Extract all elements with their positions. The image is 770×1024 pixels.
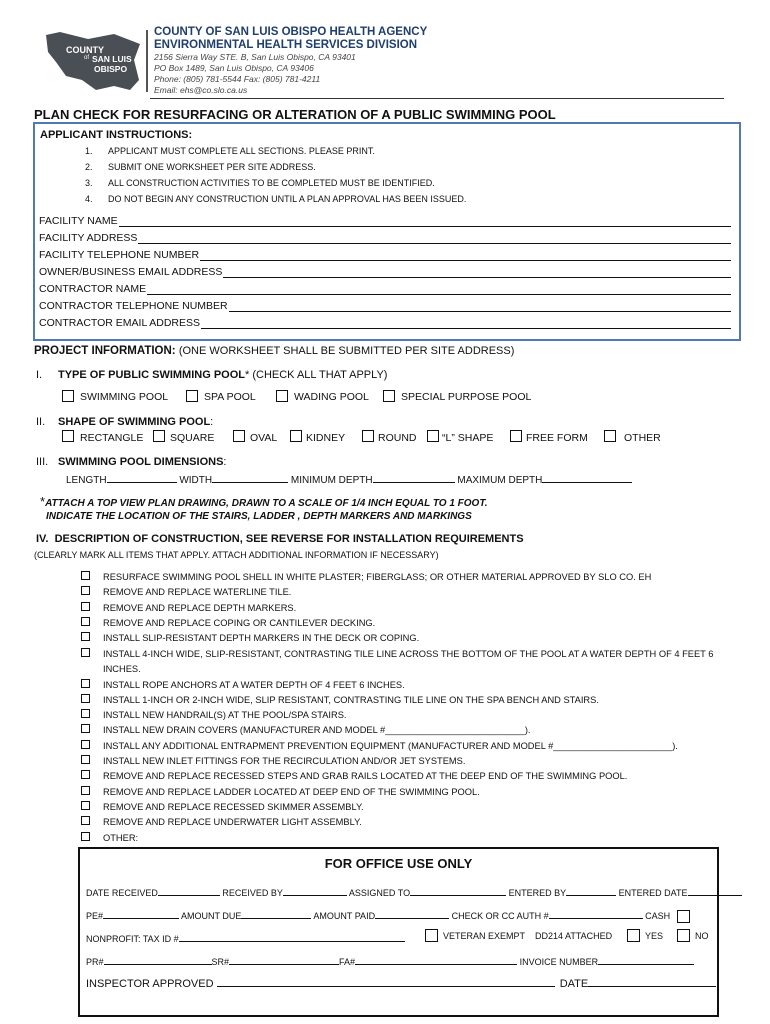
shape-label: ROUND xyxy=(378,432,417,444)
shape-label: FREE FORM xyxy=(526,432,588,444)
fa-label: FA# xyxy=(339,957,356,967)
project-heading xyxy=(34,345,514,357)
construction-item-checkbox[interactable] xyxy=(81,602,90,611)
header-divider xyxy=(146,30,148,92)
applicant-field-input[interactable] xyxy=(223,267,731,278)
shape-checkbox[interactable] xyxy=(153,430,165,442)
pe-field[interactable] xyxy=(103,908,179,919)
assigned-to-label: ASSIGNED TO xyxy=(348,888,411,898)
division-name: ENVIRONMENTAL HEALTH SERVICES DIVISION xyxy=(154,39,418,51)
applicant-instructions-heading: APPLICANT INSTRUCTIONS: xyxy=(40,129,193,141)
amount-due-label: AMOUNT DUE xyxy=(181,911,242,921)
construction-item-label: REMOVE AND REPLACE WATERLINE TILE. xyxy=(103,587,292,598)
applicant-field-label: CONTRACTOR EMAIL ADDRESS xyxy=(39,317,201,329)
construction-item-label: REMOVE AND REPLACE RECESSED SKIMMER ASSEMBLY. xyxy=(103,801,364,812)
applicant-field-label: FACILITY TELEPHONE NUMBER xyxy=(39,249,200,261)
applicant-field-row xyxy=(39,247,731,261)
amount-due-field[interactable] xyxy=(241,908,311,919)
construction-item-label: INSTALL 1-INCH OR 2-INCH WIDE, SLIP RESISTANT, CONTRASTING TILE LINE ON THE SPA BENCH AND STAIRS. xyxy=(103,694,599,705)
pool-type-label: WADING POOL xyxy=(294,391,369,403)
construction-item-checkbox[interactable] xyxy=(81,709,90,718)
dimensions-row xyxy=(66,472,632,486)
section-1-heading xyxy=(58,369,387,381)
construction-item-checkbox[interactable] xyxy=(81,832,90,841)
veteran-exempt-label: VETERAN EXEMPT xyxy=(443,931,526,941)
assigned-to-field[interactable] xyxy=(410,885,506,896)
section-3-label: SWIMMING POOL DIMENSIONS xyxy=(58,456,224,468)
pool-type-checkbox[interactable] xyxy=(186,390,198,402)
section-4-label: DESCRIPTION OF CONSTRUCTION, SEE REVERSE FOR INSTALLATION REQUIREMENTS xyxy=(54,533,524,545)
received-by-field[interactable] xyxy=(283,885,347,896)
width-label: WIDTH xyxy=(179,475,213,486)
shape-checkbox[interactable] xyxy=(233,430,245,442)
construction-item-checkbox[interactable] xyxy=(81,755,90,764)
section-1-number: I. xyxy=(36,369,43,381)
construction-item-label: REMOVE AND REPLACE LADDER LOCATED AT DEEP END OF THE SWIMMING POOL. xyxy=(103,786,480,797)
pool-type-checkbox[interactable] xyxy=(62,390,74,402)
section-4-heading xyxy=(36,533,524,545)
nonprofit-label: NONPROFIT: TAX ID # xyxy=(86,934,179,944)
width-field[interactable] xyxy=(212,472,288,483)
dd214-yes-label: YES xyxy=(645,931,664,941)
entered-by-label: ENTERED BY xyxy=(508,888,567,898)
shape-checkbox[interactable] xyxy=(362,430,374,442)
construction-item-checkbox[interactable] xyxy=(81,632,90,641)
amount-paid-field[interactable] xyxy=(375,908,449,919)
indicate-note: INDICATE THE LOCATION OF THE STAIRS, LADDER , DEPTH MARKERS AND MARKINGS xyxy=(46,511,472,522)
instruction-number: 4. xyxy=(85,194,93,204)
logo-text-of: of xyxy=(84,55,90,61)
attach-text: ATTACH A TOP VIEW PLAN DRAWING, DRAWN TO A SCALE OF 1/4 INCH EQUAL TO 1 FOOT. xyxy=(45,498,488,509)
construction-item-checkbox[interactable] xyxy=(81,571,90,580)
page-title: PLAN CHECK FOR RESURFACING OR ALTERATION OF A PUBLIC SWIMMING POOL xyxy=(34,107,556,122)
applicant-field-row xyxy=(39,298,731,312)
agency-name: COUNTY OF SAN LUIS OBISPO HEALTH AGENCY xyxy=(154,26,428,38)
section-4-number: IV. xyxy=(36,533,49,545)
project-heading-label: PROJECT INFORMATION: xyxy=(34,345,176,357)
office-row-4 xyxy=(86,954,694,967)
section-3-number: III. xyxy=(36,456,49,468)
header-rule xyxy=(150,98,724,99)
shape-checkbox[interactable] xyxy=(290,430,302,442)
applicant-field-row xyxy=(39,230,731,244)
office-row-5 xyxy=(86,976,716,990)
length-label: LENGTH xyxy=(66,475,107,486)
applicant-field-input[interactable] xyxy=(200,250,731,261)
applicant-field-label: FACILITY NAME xyxy=(39,215,118,227)
phone-fax: Phone: (805) 781-5544 Fax: (805) 781-4211 xyxy=(154,74,321,84)
instruction-text: SUBMIT ONE WORKSHEET PER SITE ADDRESS. xyxy=(108,162,316,172)
construction-item-label: REMOVE AND REPLACE DEPTH MARKERS. xyxy=(103,602,297,613)
entered-date-label: ENTERED DATE xyxy=(618,888,688,898)
dd214-no-checkbox[interactable] xyxy=(677,929,690,942)
section-3-colon: : xyxy=(223,456,227,468)
shape-label: OVAL xyxy=(250,432,278,444)
shape-label: RECTANGLE xyxy=(80,432,144,444)
section-2-number: II. xyxy=(36,416,46,428)
inspector-approved-label: INSPECTOR APPROVED xyxy=(86,978,214,990)
applicant-field-row xyxy=(39,213,731,227)
project-heading-note: (ONE WORKSHEET SHALL BE SUBMITTED PER SITE ADDRESS) xyxy=(178,345,515,357)
attach-note xyxy=(40,494,487,509)
shape-label: SQUARE xyxy=(170,432,215,444)
min-depth-field[interactable] xyxy=(373,472,455,483)
construction-item-checkbox[interactable] xyxy=(81,724,90,733)
sr-field[interactable] xyxy=(229,954,339,965)
office-row-1 xyxy=(86,885,742,898)
instruction-text: APPLICANT MUST COMPLETE ALL SECTIONS. PLEASE PRINT. xyxy=(108,146,375,156)
construction-item-label: INSTALL NEW DRAIN COVERS (MANUFACTURER AND MODEL #___________________________). xyxy=(103,725,531,736)
nonprofit-field[interactable] xyxy=(179,931,405,942)
shape-label: OTHER xyxy=(624,432,661,444)
construction-item-label: REMOVE AND REPLACE UNDERWATER LIGHT ASSEMBLY. xyxy=(103,817,362,828)
construction-item-checkbox[interactable] xyxy=(81,740,90,749)
invoice-field[interactable] xyxy=(598,954,694,965)
instruction-number: 2. xyxy=(85,162,93,172)
applicant-field-input[interactable] xyxy=(229,301,731,312)
applicant-field-input[interactable] xyxy=(147,284,731,295)
entered-date-field[interactable] xyxy=(688,885,742,896)
pool-type-label: SPA POOL xyxy=(204,391,256,403)
construction-item-checkbox[interactable] xyxy=(81,679,90,688)
shape-label: “L” SHAPE xyxy=(442,432,494,444)
office-row-3 xyxy=(86,931,405,944)
check-auth-field[interactable] xyxy=(549,908,643,919)
fa-field[interactable] xyxy=(355,954,517,965)
construction-item-label: INSTALL ROPE ANCHORS AT A WATER DEPTH OF 4 FEET 6 INCHES. xyxy=(103,679,405,690)
applicant-field-label: OWNER/BUSINESS EMAIL ADDRESS xyxy=(39,266,223,278)
section-4-note: (CLEARLY MARK ALL ITEMS THAT APPLY. ATTACH ADDITIONAL INFORMATION IF NECESSARY) xyxy=(34,550,439,560)
max-depth-field[interactable] xyxy=(542,472,632,483)
construction-item-label: INSTALL 4-INCH WIDE, SLIP-RESISTANT, CONTRASTING TILE LINE ACROSS THE BOTTOM OF THE POOL AT A WATER DEPTH OF 4 FEET 6 INCHES. xyxy=(103,648,714,674)
sr-label: SR# xyxy=(211,957,230,967)
entered-by-field[interactable] xyxy=(566,885,616,896)
construction-item-label: INSTALL ANY ADDITIONAL ENTRAPMENT PREVENTION EQUIPMENT (MANUFACTURER AND MODEL #_______________________). xyxy=(103,740,678,751)
applicant-field-input[interactable] xyxy=(138,233,731,244)
office-use-heading: FOR OFFICE USE ONLY xyxy=(324,856,473,871)
pr-field[interactable] xyxy=(104,954,212,965)
shape-checkbox[interactable] xyxy=(510,430,522,442)
invoice-label: INVOICE NUMBER xyxy=(519,957,599,967)
pr-label: PR# xyxy=(86,957,104,967)
applicant-field-input[interactable] xyxy=(201,318,731,329)
instruction-number: 3. xyxy=(85,178,93,188)
construction-item-label: OTHER: xyxy=(103,832,139,843)
section-2-label: SHAPE OF SWIMMING POOL xyxy=(58,416,211,428)
construction-item-checkbox[interactable] xyxy=(81,694,90,703)
section-1-note: * (CHECK ALL THAT APPLY) xyxy=(245,369,388,381)
pool-type-label: SPECIAL PURPOSE POOL xyxy=(401,391,532,403)
min-depth-label: MINIMUM DEPTH xyxy=(290,475,373,486)
construction-item-checkbox[interactable] xyxy=(81,786,90,795)
inspector-date-label: DATE xyxy=(559,978,589,990)
construction-item-label: INSTALL SLIP-RESISTANT DEPTH MARKERS IN THE DECK OR COPING. xyxy=(103,633,420,644)
pool-type-checkbox[interactable] xyxy=(276,390,288,402)
attach-star: * xyxy=(40,494,46,509)
shape-label: KIDNEY xyxy=(306,432,346,444)
construction-item-checkbox[interactable] xyxy=(81,770,90,779)
construction-item-label: REMOVE AND REPLACE RECESSED STEPS AND GRAB RAILS LOCATED AT THE DEEP END OF THE SWIMMING POOL. xyxy=(103,771,628,782)
applicant-field-row xyxy=(39,315,731,329)
address-line-1: 2156 Sierra Way STE. B, San Luis Obispo, CA 93401 xyxy=(154,52,356,62)
inspector-date-field[interactable] xyxy=(588,976,716,987)
applicant-field-row xyxy=(39,264,731,278)
instruction-text: ALL CONSTRUCTION ACTIVITIES TO BE COMPLETED MUST BE IDENTIFIED. xyxy=(108,178,435,188)
applicant-field-row xyxy=(39,281,731,295)
inspector-approved-field[interactable] xyxy=(217,976,555,987)
logo-text-obispo: OBISPO xyxy=(94,64,128,74)
email-address: Email: ehs@co.slo.ca.us xyxy=(154,85,248,95)
shape-checkbox[interactable] xyxy=(62,430,74,442)
pe-label: PE# xyxy=(86,911,104,921)
applicant-field-label: FACILITY ADDRESS xyxy=(39,232,138,244)
section-3-heading xyxy=(58,456,226,468)
instruction-text: DO NOT BEGIN ANY CONSTRUCTION UNTIL A PLAN APPROVAL HAS BEEN ISSUED. xyxy=(108,194,467,204)
construction-item-checkbox[interactable] xyxy=(81,648,90,657)
construction-item-label: REMOVE AND REPLACE COPING OR CANTILEVER DECKING. xyxy=(103,617,376,628)
section-1-label: TYPE OF PUBLIC SWIMMING POOL xyxy=(58,369,245,381)
pool-type-checkbox[interactable] xyxy=(383,390,395,402)
logo-text-county: COUNTY xyxy=(66,45,104,55)
date-received-field[interactable] xyxy=(158,885,220,896)
dd214-yes-checkbox[interactable] xyxy=(627,929,640,942)
dd214-no-label: NO xyxy=(695,931,709,941)
date-received-label: DATE RECEIVED xyxy=(86,888,158,898)
received-by-label: RECEIVED BY xyxy=(222,888,283,898)
shape-checkbox[interactable] xyxy=(427,430,439,442)
max-depth-label: MAXIMUM DEPTH xyxy=(457,475,543,486)
construction-item-checkbox[interactable] xyxy=(81,801,90,810)
applicant-field-label: CONTRACTOR NAME xyxy=(39,283,147,295)
office-row-2 xyxy=(86,908,690,923)
cash-label: CASH xyxy=(645,911,671,921)
logo-text-san-luis: SAN LUIS xyxy=(92,54,132,64)
construction-item-checkbox[interactable] xyxy=(81,617,90,626)
cash-checkbox[interactable] xyxy=(677,910,690,923)
check-auth-label: CHECK OR CC AUTH # xyxy=(451,911,549,921)
amount-paid-label: AMOUNT PAID xyxy=(313,911,376,921)
construction-item-checkbox[interactable] xyxy=(81,816,90,825)
construction-item-label: RESURFACE SWIMMING POOL SHELL IN WHITE PLASTER; FIBERGLASS; OR OTHER MATERIAL APPROVED BY SLO CO. EH xyxy=(103,572,652,582)
address-line-2: PO Box 1489, San Luis Obispo, CA 93406 xyxy=(154,63,314,73)
shape-checkbox[interactable] xyxy=(604,430,616,442)
pool-type-label: SWIMMING POOL xyxy=(80,391,169,403)
applicant-field-label: CONTRACTOR TELEPHONE NUMBER xyxy=(39,300,228,312)
instruction-number: 1. xyxy=(85,146,93,156)
dd214-label: DD214 ATTACHED xyxy=(535,931,613,941)
length-field[interactable] xyxy=(107,472,177,483)
construction-item-checkbox[interactable] xyxy=(81,586,90,595)
construction-item-label: INSTALL NEW HANDRAIL(S) AT THE POOL/SPA STAIRS. xyxy=(103,710,347,721)
construction-item-label: INSTALL NEW INLET FITTINGS FOR THE RECIRCULATION AND/OR JET SYSTEMS. xyxy=(103,756,466,766)
section-2-colon: : xyxy=(210,416,214,428)
section-2-heading xyxy=(58,416,213,428)
applicant-field-input[interactable] xyxy=(119,216,731,227)
veteran-exempt-checkbox[interactable] xyxy=(425,929,438,942)
county-logo xyxy=(44,30,144,92)
